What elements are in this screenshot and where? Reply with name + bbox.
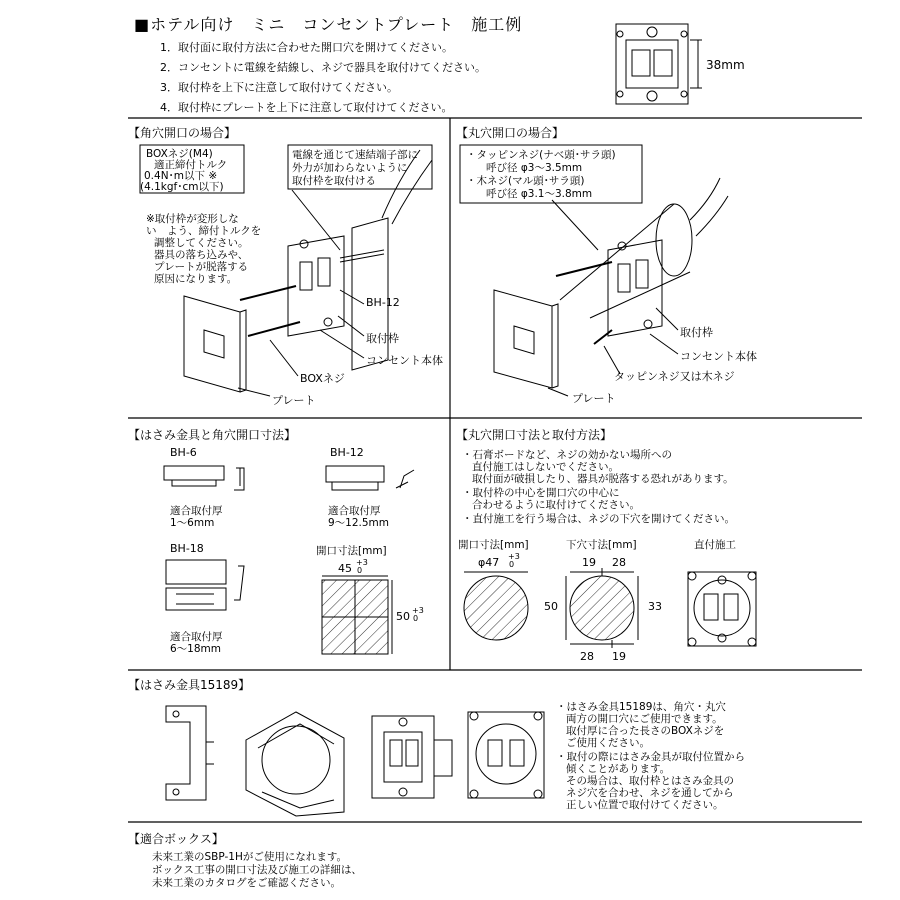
dim-height-tol-plus: +3 bbox=[412, 606, 424, 615]
warning-line-1: ※取付枠が変形しな bbox=[146, 213, 239, 225]
round-diameter: φ47 bbox=[478, 556, 500, 569]
hasami-note-2: 両方の開口穴にご使用できます。 bbox=[566, 713, 723, 725]
dim-width: 45 bbox=[338, 562, 352, 575]
pilot-bottom-19: 19 bbox=[612, 650, 626, 663]
pilot-hole-dimension-drawing bbox=[566, 568, 638, 648]
round-plate-label: プレート bbox=[572, 392, 616, 405]
roundsize-open-label: 開口寸法[mm] bbox=[458, 539, 529, 551]
box-note-2: ボックス工事の開口寸法及び施工の詳細は、 bbox=[152, 864, 362, 876]
step-2: 2．コンセントに電線を結線し、ネジで器具を取付けてください。 bbox=[160, 61, 486, 74]
round-section-heading: 【丸穴開口の場合】 bbox=[456, 126, 565, 140]
box-screw-line-3: 0.4N･m以下 ※ bbox=[144, 170, 218, 182]
round-note-line-3: ・木ネジ(マル頭･サラ頭) bbox=[466, 175, 585, 187]
square-screw-label: BOXネジ bbox=[300, 372, 345, 385]
hasami-section-heading: 【はさみ金具15189】 bbox=[128, 678, 251, 692]
warning-line-5: プレートが脱落する bbox=[154, 261, 249, 273]
hasami-note-5: ・取付の際にはさみ金具が取付位置から bbox=[556, 751, 745, 763]
step-4: 4．取付枠にプレートを上下に注意して取付けてください。 bbox=[160, 101, 453, 114]
hasami-bracket-drawing bbox=[166, 706, 214, 800]
round-diameter-tol-zero: 0 bbox=[509, 560, 515, 569]
round-screw-label: タッピンネジ又は木ネジ bbox=[614, 370, 735, 383]
round-diameter-tol-plus: +3 bbox=[508, 552, 520, 561]
round-frame-label: 取付枠 bbox=[680, 326, 713, 339]
top-dimension-label: 38mm bbox=[706, 58, 745, 72]
dim-height: 50 bbox=[396, 610, 410, 623]
clamp-section-heading: 【はさみ金具と角穴開口寸法】 bbox=[128, 428, 297, 442]
direct-install-drawing bbox=[688, 572, 756, 646]
bh12-drawing bbox=[326, 466, 414, 490]
warning-line-4: 器具の落ち込みや、 bbox=[154, 249, 249, 261]
round-opening-dimension-drawing bbox=[464, 572, 528, 640]
bh12-label: BH-12 bbox=[330, 446, 364, 459]
roundsize-note-3: 取付面が破損したり、器具が脱落する恐れがあります。 bbox=[472, 473, 734, 485]
pilot-bottom-28: 28 bbox=[580, 650, 594, 663]
roundsize-note-5: 合わせるように取付けてください。 bbox=[472, 499, 640, 511]
box-screw-line-4: (4.1kgf･cm以下) bbox=[140, 181, 224, 193]
warning-line-2: い よう、締付トルクを bbox=[146, 225, 262, 237]
wire-note-line-1: 電線を通じて速結端子部に bbox=[292, 149, 418, 161]
square-body-label: コンセント本体 bbox=[366, 354, 443, 367]
page-title: ■ホテル向け ミニ コンセントプレート 施工例 bbox=[134, 15, 523, 34]
bh6-drawing bbox=[164, 466, 244, 490]
pilot-right-33: 33 bbox=[648, 600, 662, 613]
wire-note-line-2: 外力が加わらないように bbox=[292, 162, 408, 174]
bh6-range: 1～6mm bbox=[170, 517, 215, 529]
box-screw-line-1: BOXネジ(M4) bbox=[146, 148, 213, 160]
bh6-thick-label: 適合取付厚 bbox=[170, 505, 223, 517]
round-note-line-4: 呼び径 φ3.1～3.8mm bbox=[486, 188, 593, 200]
pilot-left-50: 50 bbox=[544, 600, 558, 613]
dim-width-tol-plus: +3 bbox=[356, 558, 368, 567]
round-note-line-1: ・タッピンネジ(ナベ頭･サラ頭) bbox=[466, 149, 616, 161]
roundsize-section-heading: 【丸穴開口寸法と取付方法】 bbox=[456, 428, 613, 442]
bh18-range: 6～18mm bbox=[170, 643, 221, 655]
pilot-top-19: 19 bbox=[582, 556, 596, 569]
clamp-open-label: 開口寸法[mm] bbox=[316, 545, 387, 557]
roundsize-pilot-label: 下穴寸法[mm] bbox=[566, 539, 637, 551]
pilot-top-28: 28 bbox=[612, 556, 626, 569]
hasami-note-6: 傾くことがあります。 bbox=[566, 763, 671, 775]
bh18-label: BH-18 bbox=[170, 542, 204, 555]
step-3: 3．取付枠を上下に注意して取付けてください。 bbox=[160, 81, 398, 94]
hasami-note-9: 正しい位置で取付けてください。 bbox=[566, 799, 724, 811]
hasami-note-4: ご使用ください。 bbox=[566, 737, 650, 749]
box-screw-line-2: 適正締付トルク bbox=[154, 159, 228, 171]
bh18-drawing bbox=[166, 560, 244, 610]
roundsize-note-2: 直付施工はしないでください。 bbox=[472, 461, 619, 473]
bh12-range: 9～12.5mm bbox=[328, 517, 390, 529]
square-bh-label: BH-12 bbox=[366, 296, 400, 309]
wire-note-line-3: 取付枠を取付ける bbox=[292, 175, 376, 187]
step-1: 1．取付面に取付方法に合わせた開口穴を開けてください。 bbox=[160, 41, 453, 54]
bh12-thick-label: 適合取付厚 bbox=[328, 505, 381, 517]
hasami-outlet-view bbox=[372, 716, 452, 798]
dim-height-tol-zero: 0 bbox=[413, 614, 419, 623]
warning-line-3: 調整してください。 bbox=[154, 237, 249, 249]
hasami-note-3: 取付厚に合った長さのBOXネジを bbox=[566, 725, 725, 737]
round-body-label: コンセント本体 bbox=[680, 350, 757, 363]
warning-line-6: 原因になります。 bbox=[154, 273, 238, 285]
round-note-line-2: 呼び径 φ3～3.5mm bbox=[486, 162, 583, 174]
hasami-note-1: ・はさみ金具15189は、角穴・丸穴 bbox=[556, 701, 726, 713]
roundsize-note-4: ・取付枠の中心を開口穴の中心に bbox=[462, 487, 620, 499]
box-section-heading: 【適合ボックス】 bbox=[128, 832, 224, 846]
square-opening-dimension-drawing bbox=[322, 576, 392, 654]
box-note-3: 未来工業のカタログをご確認ください。 bbox=[152, 877, 341, 889]
hasami-note-8: ネジ穴を合わせ、ネジを通してから bbox=[566, 787, 734, 799]
roundsize-direct-label: 直付施工 bbox=[694, 539, 736, 551]
roundsize-note-6: ・直付施工を行う場合は、ネジの下穴を開けてください。 bbox=[462, 513, 735, 525]
square-frame-label: 取付枠 bbox=[366, 332, 399, 345]
square-plate-label: プレート bbox=[272, 394, 316, 407]
box-note-1: 未来工業のSBP-1Hがご使用になれます。 bbox=[152, 851, 347, 863]
hasami-note-7: その場合は、取付枠とはさみ金具の bbox=[566, 775, 734, 787]
roundsize-note-1: ・石膏ボードなど、ネジの効かない場所への bbox=[462, 449, 672, 461]
hasami-tilted-view bbox=[246, 712, 344, 816]
bh6-label: BH-6 bbox=[170, 446, 197, 459]
dim-width-tol-zero: 0 bbox=[357, 566, 363, 575]
bh18-thick-label: 適合取付厚 bbox=[170, 631, 223, 643]
square-section-heading: 【角穴開口の場合】 bbox=[128, 126, 237, 140]
top-outlet-front-view bbox=[616, 24, 702, 104]
hasami-round-view bbox=[468, 712, 544, 798]
